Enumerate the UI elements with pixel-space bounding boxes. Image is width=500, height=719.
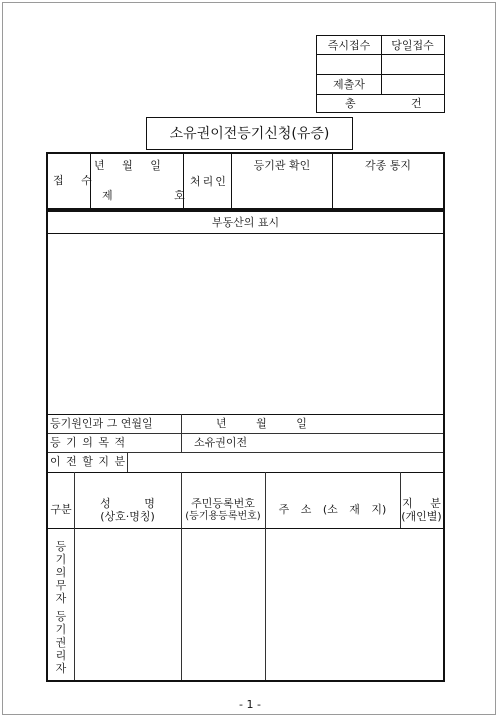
page-number: - 1 -: [239, 698, 261, 711]
col-name-subheader: (상호·명칭): [100, 510, 155, 523]
receipt-total-label: 총: [345, 97, 356, 110]
property-section-header: 부동산의 표시: [211, 216, 280, 229]
col-id-header: 주민등록번호: [191, 497, 255, 510]
col-share-subheader: (개인별): [401, 510, 442, 523]
intake-notices-label: 각종 통지: [364, 159, 411, 172]
intake-registrar-check-label: 등기관 확인: [253, 159, 311, 172]
main-body: [46, 210, 445, 682]
col-id-subheader: (등기용등록번호): [185, 511, 261, 522]
intake-processor-label: 처리인: [190, 175, 228, 188]
property-description-area[interactable]: [48, 234, 443, 414]
holder-entry-area[interactable]: [75, 601, 443, 680]
receipt-box: [316, 35, 445, 113]
intake-table: [46, 152, 445, 210]
row-holder-label: 등기권리자: [55, 610, 67, 675]
purpose-value[interactable]: 소유권이전: [194, 436, 248, 449]
col-name-header: 성 명: [100, 497, 155, 510]
row-obligor-label: 등기의무자: [55, 540, 67, 605]
obligor-entry-area[interactable]: [75, 529, 443, 601]
form-title: 소유권이전등기신청(유증): [169, 126, 330, 142]
share-label: 이 전 할 지 분: [50, 455, 127, 468]
cause-label: 등기원인과 그 연월일: [50, 417, 153, 430]
col-share-header: 지 분: [402, 497, 441, 510]
intake-date-label: 년 월 일: [94, 159, 168, 172]
cause-date[interactable]: 년 월 일: [216, 417, 307, 430]
intake-receipt-label: 접 수: [53, 174, 99, 187]
intake-number-label: 제 호: [102, 189, 185, 202]
col-type-header: 구분: [50, 503, 72, 516]
purpose-label: 등 기 의 목 적: [50, 436, 127, 449]
receipt-submitter-label: 제출자: [333, 78, 365, 91]
receipt-header-same-day: 당일접수: [391, 39, 434, 52]
receipt-header-immediate: 즉시접수: [327, 39, 371, 52]
receipt-total-unit: 건: [411, 97, 422, 110]
form-title-box: [146, 117, 353, 150]
col-address-header: 주 소 (소 재 지): [278, 503, 387, 516]
